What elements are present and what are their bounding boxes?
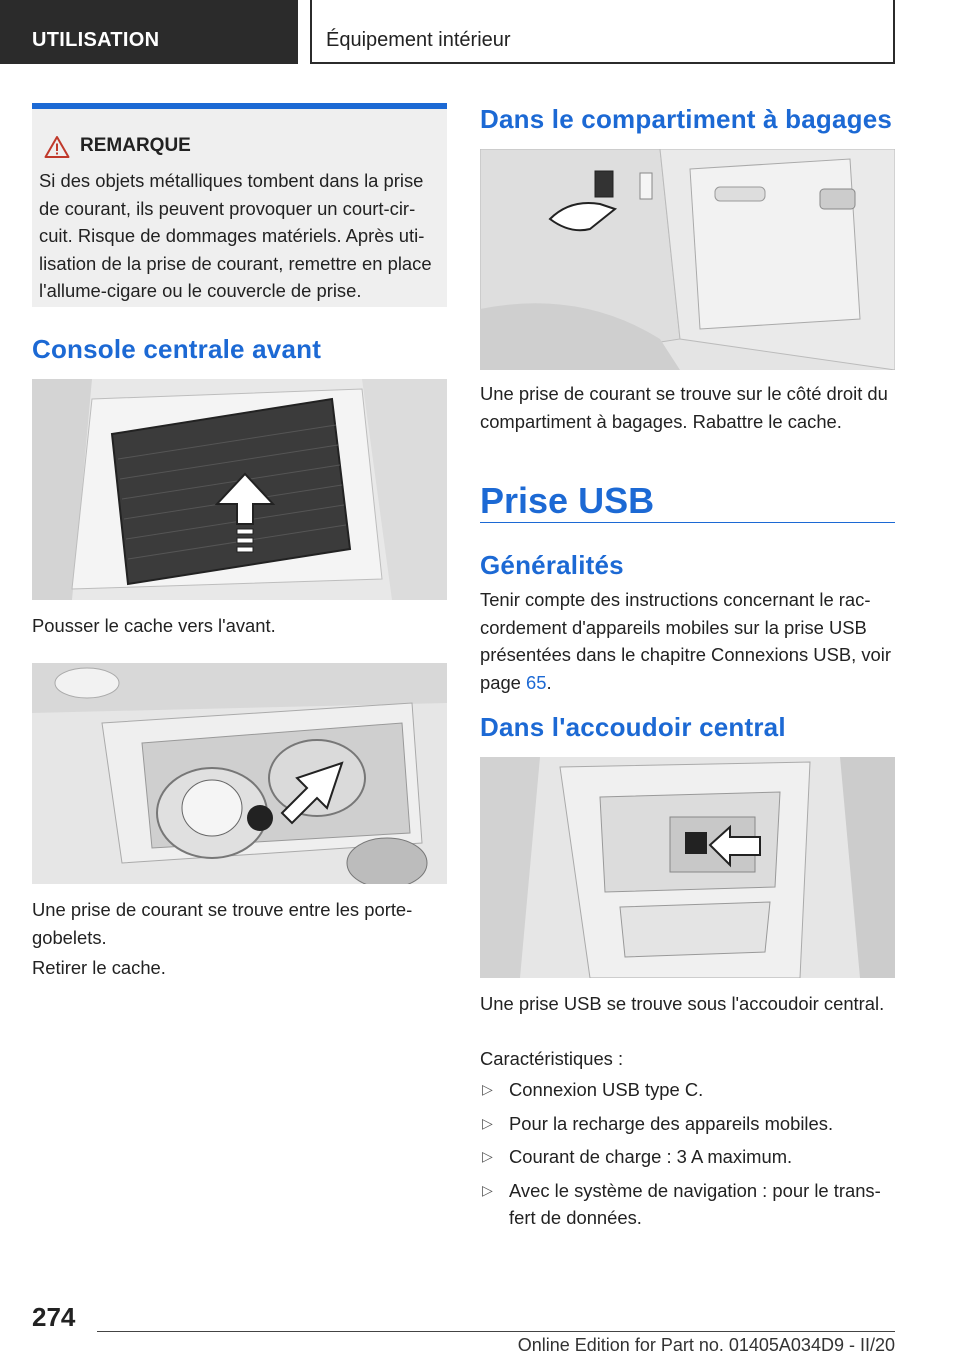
notice-box xyxy=(32,103,447,307)
list-item xyxy=(480,1110,895,1138)
features-label: Caractéristiques : xyxy=(480,1048,624,1069)
features-list xyxy=(480,1076,895,1238)
chapter-title: Équipement intérieur xyxy=(326,29,511,51)
warning-icon xyxy=(44,135,70,159)
section-tab xyxy=(0,0,298,64)
list-item xyxy=(480,1076,895,1104)
heading-trunk: Dans le compartiment à bagages xyxy=(480,104,893,134)
chapter-tab xyxy=(310,0,895,64)
page-reference-link[interactable]: 65 xyxy=(526,671,547,693)
footer-rule xyxy=(97,1331,895,1332)
caption-remove-cover: Retirer le cache. xyxy=(32,957,166,978)
title-rule xyxy=(480,522,895,523)
notice-body: Si des objets métalliques tombent dans la prise de courant, ils peuvent provoquer un court-circuit. Risque de dommages matériels. Après utilisation de la prise de courant, remettre en place l'allume-cigare ou le couvercle de prise. xyxy=(39,170,432,301)
heading-front-console: Console centrale avant xyxy=(32,334,322,364)
feature-text: Avec le système de navigation : pour le transfert de données. xyxy=(509,1179,881,1228)
feature-text: Pour la recharge des appareils mobiles. xyxy=(509,1112,834,1134)
cupholder-socket-illustration xyxy=(32,663,447,884)
section-title: UTILISATION xyxy=(32,29,160,51)
notice-title: REMARQUE xyxy=(80,135,191,156)
bullet-triangle-icon: ▷ xyxy=(482,1081,493,1097)
caption-socket-between-cupholders: Une prise de courant se trouve entre les porte-gobelets. xyxy=(32,899,413,948)
bullet-triangle-icon: ▷ xyxy=(482,1148,493,1164)
bullet-triangle-icon: ▷ xyxy=(482,1181,493,1198)
caption-push-cover: Pousser le cache vers l'avant. xyxy=(32,615,276,636)
page-number: 274 xyxy=(32,1302,76,1332)
front-console-cover-illustration xyxy=(32,379,447,600)
general-text-end: . xyxy=(546,671,552,693)
list-item xyxy=(480,1143,895,1171)
heading-armrest: Dans l'accoudoir central xyxy=(480,712,786,742)
caption-trunk-socket: Une prise de courant se trouve sur le côté droit du compartiment à bagages. Rabattre le cache. xyxy=(480,383,888,432)
list-item xyxy=(480,1177,895,1232)
general-text: Tenir compte des instructions concernant le raccordement d'appareils mobiles sur la prise USB présentées dans le chapitre Connexions USB, voir page xyxy=(480,589,891,693)
general-paragraph xyxy=(480,586,895,696)
armrest-usb-illustration xyxy=(480,757,895,978)
feature-text: Courant de charge : 3 A maximum. xyxy=(509,1146,793,1167)
caption-armrest-usb: Une prise USB se trouve sous l'accoudoir central. xyxy=(480,993,885,1014)
heading-general: Généralités xyxy=(480,550,624,580)
feature-text: Connexion USB type C. xyxy=(509,1079,704,1100)
trunk-socket-illustration xyxy=(480,149,895,370)
footer-edition: Online Edition for Part no. 01405A034D9 - II/20 xyxy=(517,1335,895,1355)
title-usb-port: Prise USB xyxy=(480,480,655,521)
bullet-triangle-icon: ▷ xyxy=(482,1114,493,1131)
